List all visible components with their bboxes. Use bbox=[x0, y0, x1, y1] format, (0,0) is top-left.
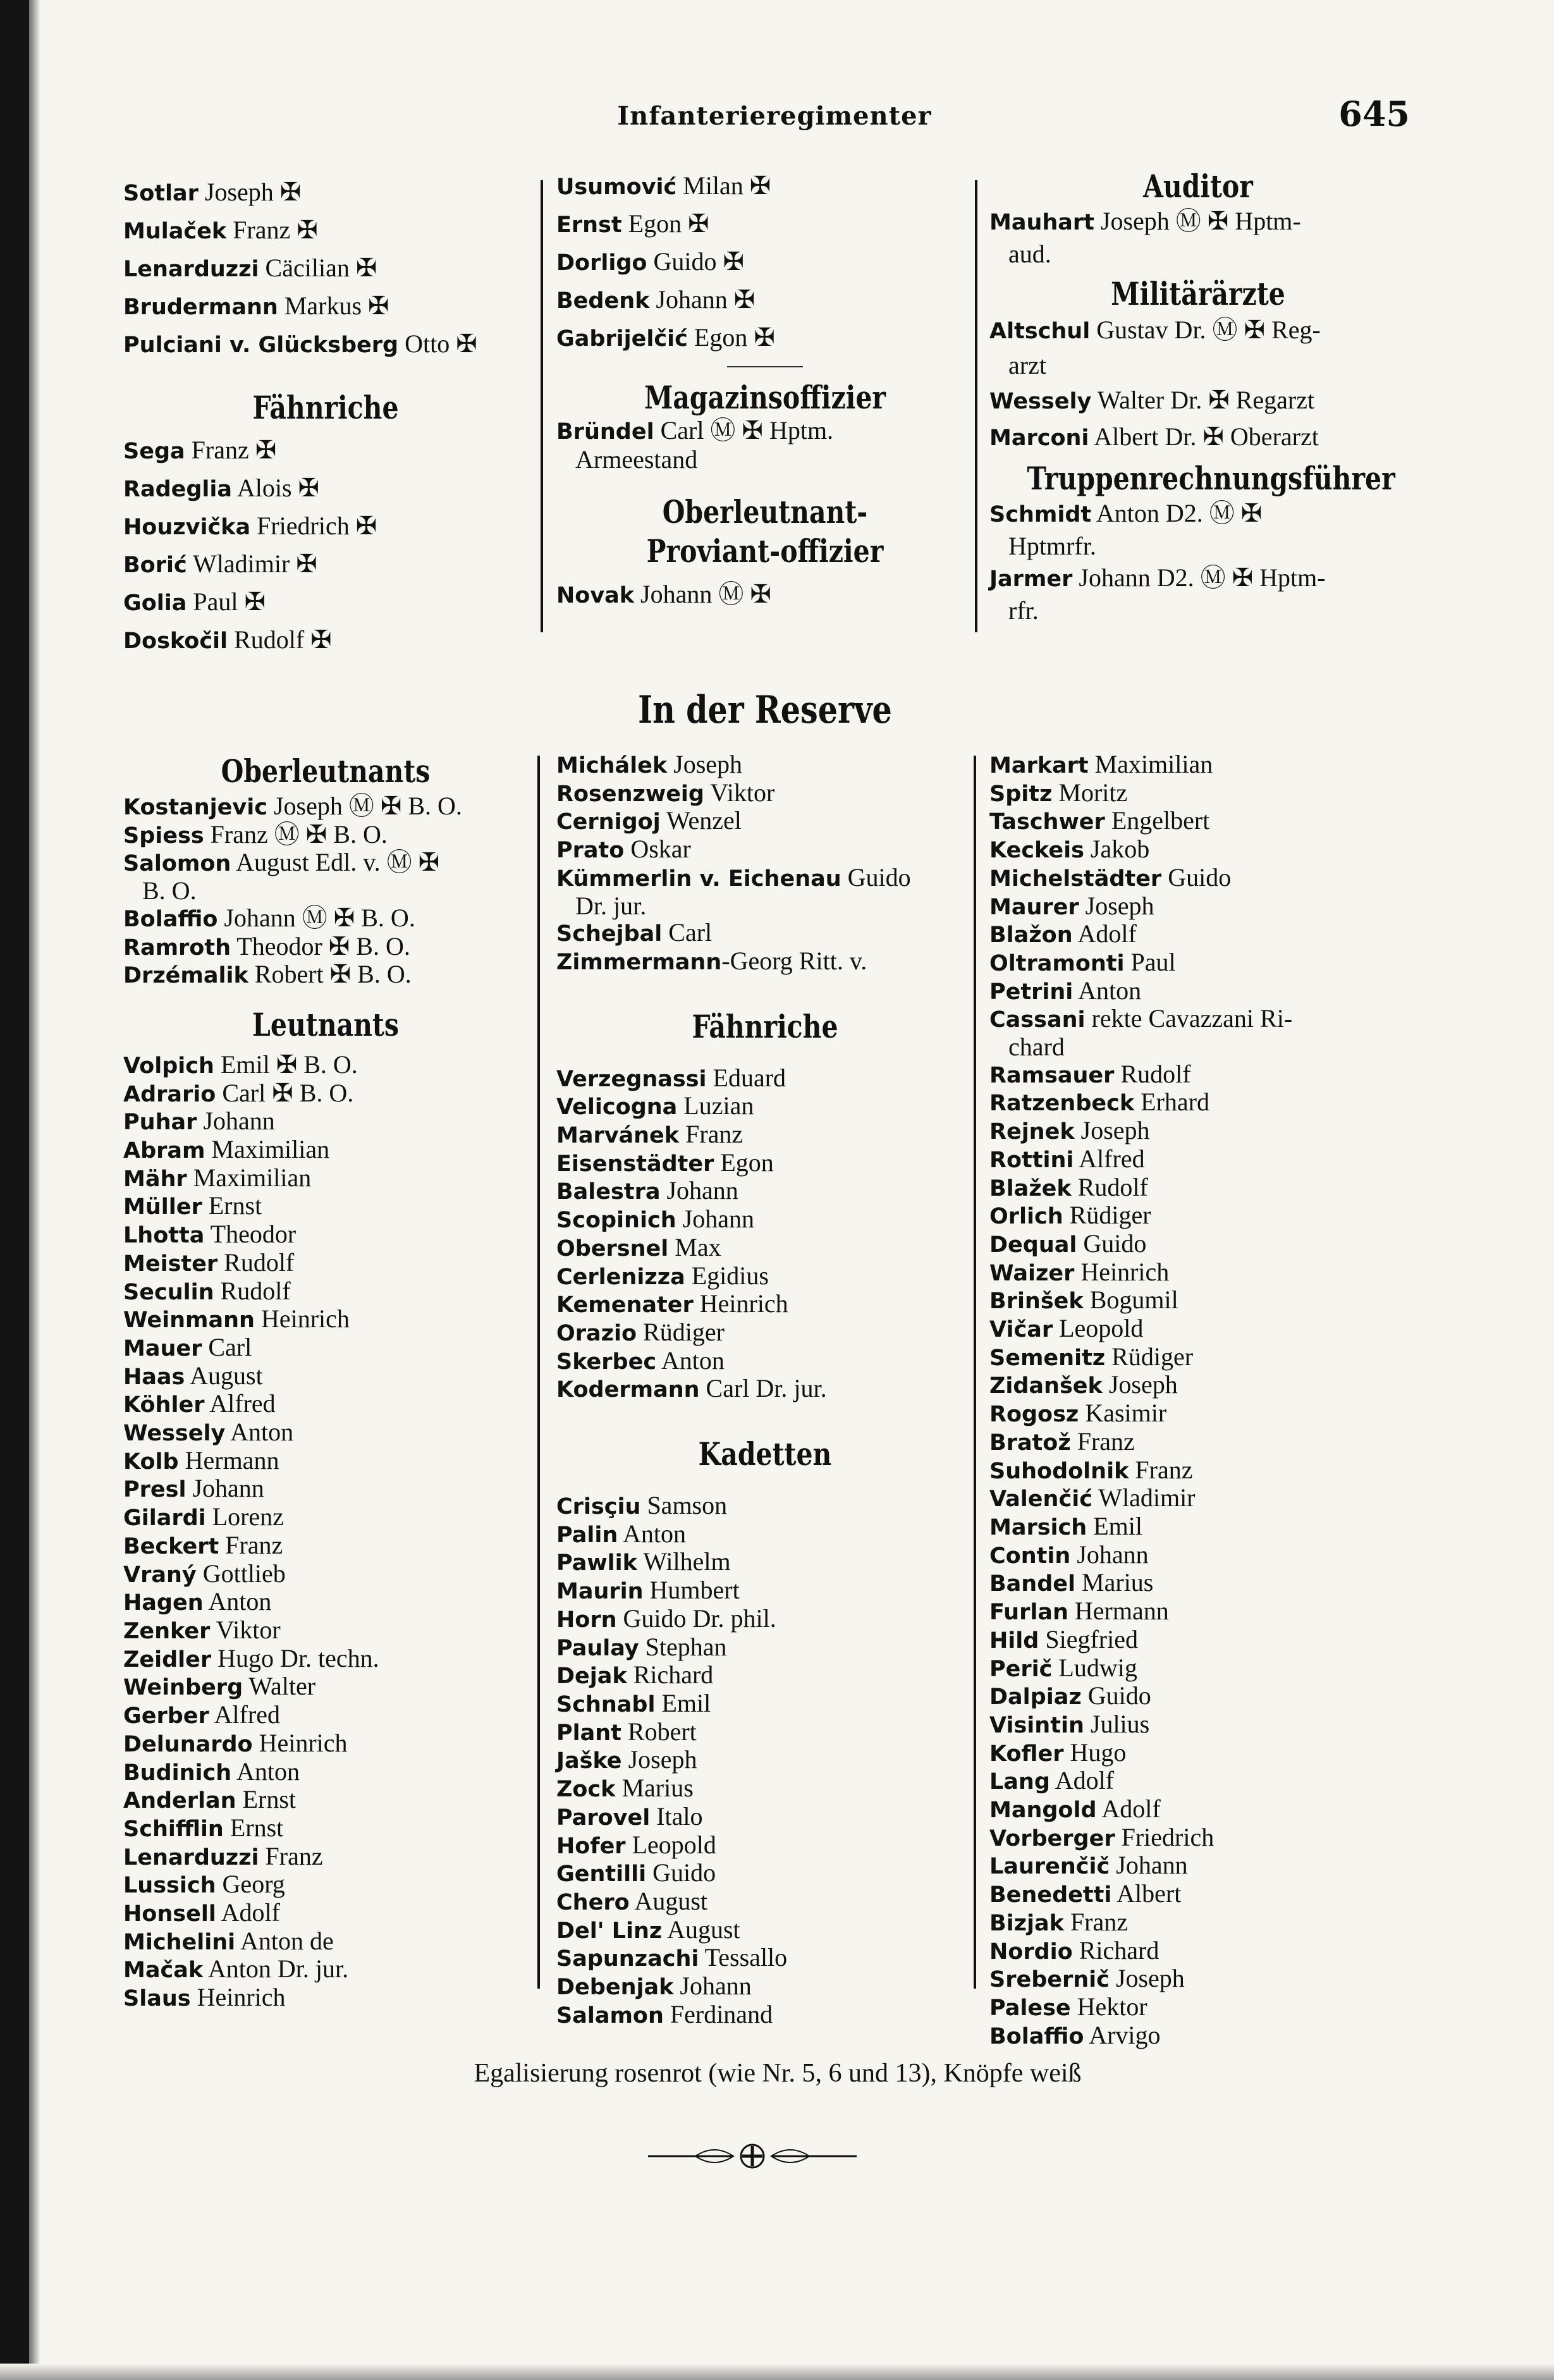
list-item: Petrini Anton bbox=[989, 976, 1142, 1005]
section-heading-oberleutnants: Oberleutnants bbox=[221, 752, 431, 790]
list-item: Gerber Alfred bbox=[123, 1700, 280, 1729]
list-item: Borić Wladimir ✠ bbox=[123, 549, 317, 578]
list-item: Cassani rekte Cavazzani Ri- chard bbox=[989, 1004, 1293, 1062]
list-item: Zimmermann-Georg Ritt. v. bbox=[556, 946, 867, 975]
top-col1-list2 bbox=[123, 432, 528, 659]
list-item: Semenitz Rüdiger bbox=[989, 1342, 1194, 1371]
reserve-col1 bbox=[123, 752, 528, 2013]
section-heading-faehnriche: Fähnriche bbox=[692, 1007, 838, 1045]
reserve-col3 bbox=[989, 751, 1407, 2050]
short-divider bbox=[727, 366, 803, 367]
list-item: Ramsauer Rudolf bbox=[989, 1059, 1191, 1088]
list-item: Velicogna Luzian bbox=[556, 1091, 754, 1120]
list-item: Pawlik Wilhelm bbox=[556, 1547, 731, 1576]
list-item: Dejak Richard bbox=[556, 1660, 714, 1690]
list-item: Ratzenbeck Erhard bbox=[989, 1088, 1209, 1117]
list-item: Benedetti Albert bbox=[989, 1879, 1182, 1908]
list-item: Hild Siegfried bbox=[989, 1624, 1138, 1653]
list-item: Seculin Rudolf bbox=[123, 1276, 291, 1305]
list-item: Orazio Rüdiger bbox=[556, 1317, 725, 1346]
list-item: Köhler Alfred bbox=[123, 1389, 276, 1418]
section-heading-kadetten: Kadetten bbox=[698, 1435, 832, 1473]
section-heading-magazinsoffizier: Magazinsoffizier bbox=[644, 379, 886, 416]
list-item: Suhodolnik Franz bbox=[989, 1455, 1193, 1484]
column-divider bbox=[975, 180, 977, 632]
list-item: Presl Johann bbox=[123, 1474, 264, 1503]
list-item: Kodermann Carl Dr. jur. bbox=[556, 1374, 827, 1403]
list-item: Cerlenizza Egidius bbox=[556, 1261, 769, 1290]
list-item: Oltramonti Paul bbox=[989, 947, 1176, 976]
list-item: Spitz Moritz bbox=[989, 778, 1128, 807]
section-heading-auditor: Auditor bbox=[1143, 168, 1253, 205]
section-heading-faehnriche: Fähnriche bbox=[252, 389, 399, 426]
list-item: Jarmer Johann D2. Ⓜ ✠ Hptm- rfr. bbox=[989, 563, 1326, 625]
list-item: Bizjak Franz bbox=[989, 1907, 1129, 1936]
list-item: Eisenstädter Egon bbox=[556, 1148, 774, 1177]
top-col2 bbox=[556, 168, 974, 614]
list-item: Rogosz Kasimir bbox=[989, 1399, 1167, 1428]
reserve-col2-list1 bbox=[556, 751, 974, 976]
list-item: Adrario Carl ✠ B. O. bbox=[123, 1078, 354, 1107]
list-item: Valenčić Wladimir bbox=[989, 1483, 1196, 1512]
top-col2-list bbox=[556, 168, 974, 357]
list-item: Sotlar Joseph ✠ bbox=[123, 178, 302, 206]
list-item: Weinmann Heinrich bbox=[123, 1304, 350, 1334]
list-item: Mähr Maximilian bbox=[123, 1163, 312, 1192]
running-title: Infanterieregimenter bbox=[617, 101, 932, 131]
list-item: Gilardi Lorenz bbox=[123, 1502, 284, 1531]
list-item: Pulciani v. Glücksberg Otto ✠ bbox=[123, 329, 477, 358]
list-item: Marvánek Franz bbox=[556, 1120, 743, 1149]
list-item: Prato Oskar bbox=[556, 835, 691, 864]
list-item: Bedenk Johann ✠ bbox=[556, 285, 756, 314]
list-item: Nordio Richard bbox=[989, 1935, 1159, 1965]
list-item: Brudermann Markus ✠ bbox=[123, 291, 389, 320]
list-item: Rottini Alfred bbox=[989, 1144, 1145, 1173]
list-item: Keckeis Jakob bbox=[989, 835, 1150, 864]
list-item: Kümmerlin v. Eichenau Guido Dr. jur. bbox=[556, 862, 911, 920]
list-item: Ramroth Theodor ✠ B. O. bbox=[123, 931, 410, 960]
book-spine-shadow bbox=[0, 0, 29, 2380]
list-item: Hagen Anton bbox=[123, 1587, 272, 1616]
list-item: Kofler Hugo bbox=[989, 1738, 1127, 1767]
list-item: Wessely Anton bbox=[123, 1418, 294, 1447]
list-item: Orlich Rüdiger bbox=[989, 1201, 1151, 1230]
list-item: Müller Ernst bbox=[123, 1191, 262, 1220]
list-item: Taschwer Engelbert bbox=[989, 806, 1210, 835]
list-item: Contin Johann bbox=[989, 1540, 1149, 1569]
list-item: Furlan Hermann bbox=[989, 1597, 1169, 1626]
list-item: Waizer Heinrich bbox=[989, 1257, 1170, 1286]
list-item: Cernigoj Wenzel bbox=[556, 806, 742, 835]
list-item: Usumović Milan ✠ bbox=[556, 171, 771, 200]
section-heading-oberleutnant-proviantoffizier: Oberleutnant-Proviant-offizier bbox=[646, 493, 884, 570]
list-item: Hofer Leopold bbox=[556, 1830, 716, 1859]
footer-note: Egalisierung rosenrot (wie Nr. 5, 6 und 13), Knöpfe weiß bbox=[474, 2059, 1082, 2088]
list-item: Altschul Gustav Dr. Ⓜ ✠ Reg- arzt bbox=[989, 316, 1321, 379]
section-heading-leutnants: Leutnants bbox=[252, 1005, 399, 1043]
list-item: Brinšek Bogumil bbox=[989, 1285, 1178, 1315]
list-item: Del' Linz August bbox=[556, 1915, 740, 1944]
list-item: Dorligo Guido ✠ bbox=[556, 247, 744, 276]
list-item: Bründel Carl Ⓜ ✠ Hptm. Armeestand bbox=[556, 416, 834, 474]
list-item: Schifflin Ernst bbox=[123, 1813, 284, 1842]
list-item: Slaus Heinrich bbox=[123, 1983, 286, 2012]
list-item: Vičar Leopold bbox=[989, 1314, 1144, 1343]
list-item: Mulaček Franz ✠ bbox=[123, 216, 318, 244]
section-heading-militaeraerzte: Militärärzte bbox=[1111, 275, 1285, 312]
list-item: Beckert Franz bbox=[123, 1530, 283, 1559]
list-item: Haas August bbox=[123, 1361, 263, 1390]
list-item: Zenker Viktor bbox=[123, 1615, 281, 1644]
list-item: Blažek Rudolf bbox=[989, 1172, 1148, 1201]
list-item: Perič Ludwig bbox=[989, 1653, 1137, 1682]
top-col1-list bbox=[123, 174, 528, 364]
list-item: Spiess Franz Ⓜ ✠ B. O. bbox=[123, 819, 388, 849]
list-item: Crisçiu Samson bbox=[556, 1491, 728, 1520]
column-divider bbox=[974, 756, 976, 1989]
list-item: Zeidler Hugo Dr. techn. bbox=[123, 1643, 379, 1672]
list-item: Markart Maximilian bbox=[989, 750, 1213, 778]
list-item: Schmidt Anton D2. Ⓜ ✠ Hptmrfr. bbox=[989, 499, 1263, 560]
ornament-rule-icon bbox=[645, 2137, 860, 2175]
column-divider bbox=[537, 756, 540, 1989]
list-item: Weinberg Walter bbox=[123, 1672, 316, 1701]
list-item: Lang Adolf bbox=[989, 1766, 1115, 1795]
list-item: Lussich Georg bbox=[123, 1870, 285, 1899]
list-item: Dequal Guido bbox=[989, 1229, 1147, 1258]
list-item: Schnabl Emil bbox=[556, 1688, 711, 1717]
list-item: Sega Franz ✠ bbox=[123, 436, 277, 464]
list-item: Ernst Egon ✠ bbox=[556, 209, 709, 238]
list-item: Palese Hektor bbox=[989, 1992, 1147, 2021]
list-item: Rejnek Joseph bbox=[989, 1116, 1150, 1145]
list-item: Palin Anton bbox=[556, 1519, 687, 1548]
list-item: Horn Guido Dr. phil. bbox=[556, 1604, 776, 1633]
list-item: Laurenčič Johann bbox=[989, 1851, 1188, 1880]
reserve-col2-list3 bbox=[556, 1492, 974, 2029]
list-item: Lhotta Theodor bbox=[123, 1220, 297, 1249]
list-item: Salomon August Edl. v. Ⓜ ✠ B. O. bbox=[123, 848, 440, 905]
list-item: Kemenater Heinrich bbox=[556, 1289, 788, 1318]
top-col3 bbox=[989, 168, 1407, 627]
list-item: Vorberger Friedrich bbox=[989, 1822, 1214, 1851]
list-item: Schejbal Carl bbox=[556, 918, 713, 947]
list-item: Bandel Marius bbox=[989, 1568, 1154, 1597]
list-item: Mauhart Joseph Ⓜ ✠ Hptm- aud. bbox=[989, 207, 1301, 268]
list-item: Marconi Albert Dr. ✠ Oberarzt bbox=[989, 422, 1319, 451]
spine-edge-gradient bbox=[29, 0, 40, 2380]
list-item: Visintin Julius bbox=[989, 1709, 1150, 1738]
list-item: Srebernič Joseph bbox=[989, 1964, 1185, 1993]
list-item: Michálek Joseph bbox=[556, 750, 743, 778]
list-item: Rosenzweig Viktor bbox=[556, 778, 775, 807]
list-item: Gentilli Guido bbox=[556, 1858, 716, 1887]
list-item: Maurer Joseph bbox=[989, 891, 1154, 920]
list-item: Dalpiaz Guido bbox=[989, 1681, 1151, 1710]
list-item: Paulay Stephan bbox=[556, 1632, 727, 1661]
list-item: Salamon Ferdinand bbox=[556, 1999, 773, 2028]
list-item: Michelini Anton de bbox=[123, 1926, 334, 1955]
list-item: Kostanjevic Joseph Ⓜ ✠ B. O. bbox=[123, 792, 462, 820]
reserve-col3-list bbox=[989, 751, 1407, 2050]
list-item: Kolb Hermann bbox=[123, 1445, 279, 1475]
list-item: Jaške Joseph bbox=[556, 1745, 697, 1774]
list-item: Marsich Emil bbox=[989, 1511, 1142, 1540]
reserve-heading: In der Reserve bbox=[638, 688, 892, 732]
list-item: Volpich Emil ✠ B. O. bbox=[123, 1050, 358, 1079]
list-item: Doskočil Rudolf ✠ bbox=[123, 625, 332, 654]
page-bottom-edge bbox=[0, 2364, 1554, 2380]
list-item: Verzegnassi Eduard bbox=[556, 1063, 786, 1092]
list-item: Houzvička Friedrich ✠ bbox=[123, 512, 377, 540]
list-item: Chero August bbox=[556, 1886, 708, 1915]
list-item: Lenarduzzi Franz bbox=[123, 1841, 323, 1870]
list-item: Meister Rudolf bbox=[123, 1248, 295, 1277]
reserve-col2-list2 bbox=[556, 1065, 974, 1404]
list-item: Debenjak Johann bbox=[556, 1972, 752, 2001]
list-item: Maurin Humbert bbox=[556, 1576, 740, 1605]
list-item: Zock Marius bbox=[556, 1774, 694, 1803]
top-col1 bbox=[123, 174, 528, 659]
list-item: Parovel Italo bbox=[556, 1801, 703, 1831]
list-item: Wessely Walter Dr. ✠ Regarzt bbox=[989, 386, 1315, 414]
reserve-oberleutnants-list bbox=[123, 793, 528, 990]
list-item: Mačak Anton Dr. jur. bbox=[123, 1954, 349, 1984]
list-item: Honsell Adolf bbox=[123, 1898, 280, 1927]
list-item: Plant Robert bbox=[556, 1717, 697, 1746]
list-item: Bolaffio Johann Ⓜ ✠ B. O. bbox=[123, 903, 415, 932]
list-item: Vraný Gottlieb bbox=[123, 1559, 286, 1588]
list-item: Delunardo Heinrich bbox=[123, 1728, 348, 1757]
list-item: Abram Maximilian bbox=[123, 1135, 330, 1164]
list-item: Sapunzachi Tessallo bbox=[556, 1943, 788, 1972]
list-item: Puhar Johann bbox=[123, 1107, 275, 1136]
list-item: Drzémalik Robert ✠ B. O. bbox=[123, 960, 412, 989]
list-item: Michelstädter Guido bbox=[989, 862, 1232, 892]
reserve-col2 bbox=[556, 751, 974, 2029]
list-item: Mangold Adolf bbox=[989, 1794, 1161, 1824]
list-item: Bratož Franz bbox=[989, 1426, 1135, 1456]
reserve-leutnants-list bbox=[123, 1052, 528, 2013]
list-item: Novak Johann Ⓜ ✠ bbox=[556, 580, 771, 608]
list-item: Golia Paul ✠ bbox=[123, 587, 266, 616]
list-item: Budinich Anton bbox=[123, 1757, 300, 1786]
list-item: Blažon Adolf bbox=[989, 919, 1137, 948]
list-item: Skerbec Anton bbox=[556, 1346, 725, 1375]
list-item: Balestra Johann bbox=[556, 1176, 738, 1205]
list-item: Scopinich Johann bbox=[556, 1205, 754, 1234]
list-item: Radeglia Alois ✠ bbox=[123, 474, 320, 502]
list-item: Gabrijelčić Egon ✠ bbox=[556, 323, 775, 352]
page-number: 645 bbox=[1338, 94, 1410, 134]
list-item: Bolaffio Arvigo bbox=[989, 2020, 1161, 2049]
list-item: Mauer Carl bbox=[123, 1332, 252, 1361]
list-item: Lenarduzzi Cäcilian ✠ bbox=[123, 254, 377, 282]
list-item: Anderlan Ernst bbox=[123, 1785, 297, 1814]
section-heading-truppenrechnungsfuehrer: Truppenrechnungsführer bbox=[1027, 460, 1395, 497]
list-item: Obersnel Max bbox=[556, 1232, 721, 1261]
column-divider bbox=[541, 180, 543, 632]
list-item: Zidanšek Joseph bbox=[989, 1370, 1178, 1399]
